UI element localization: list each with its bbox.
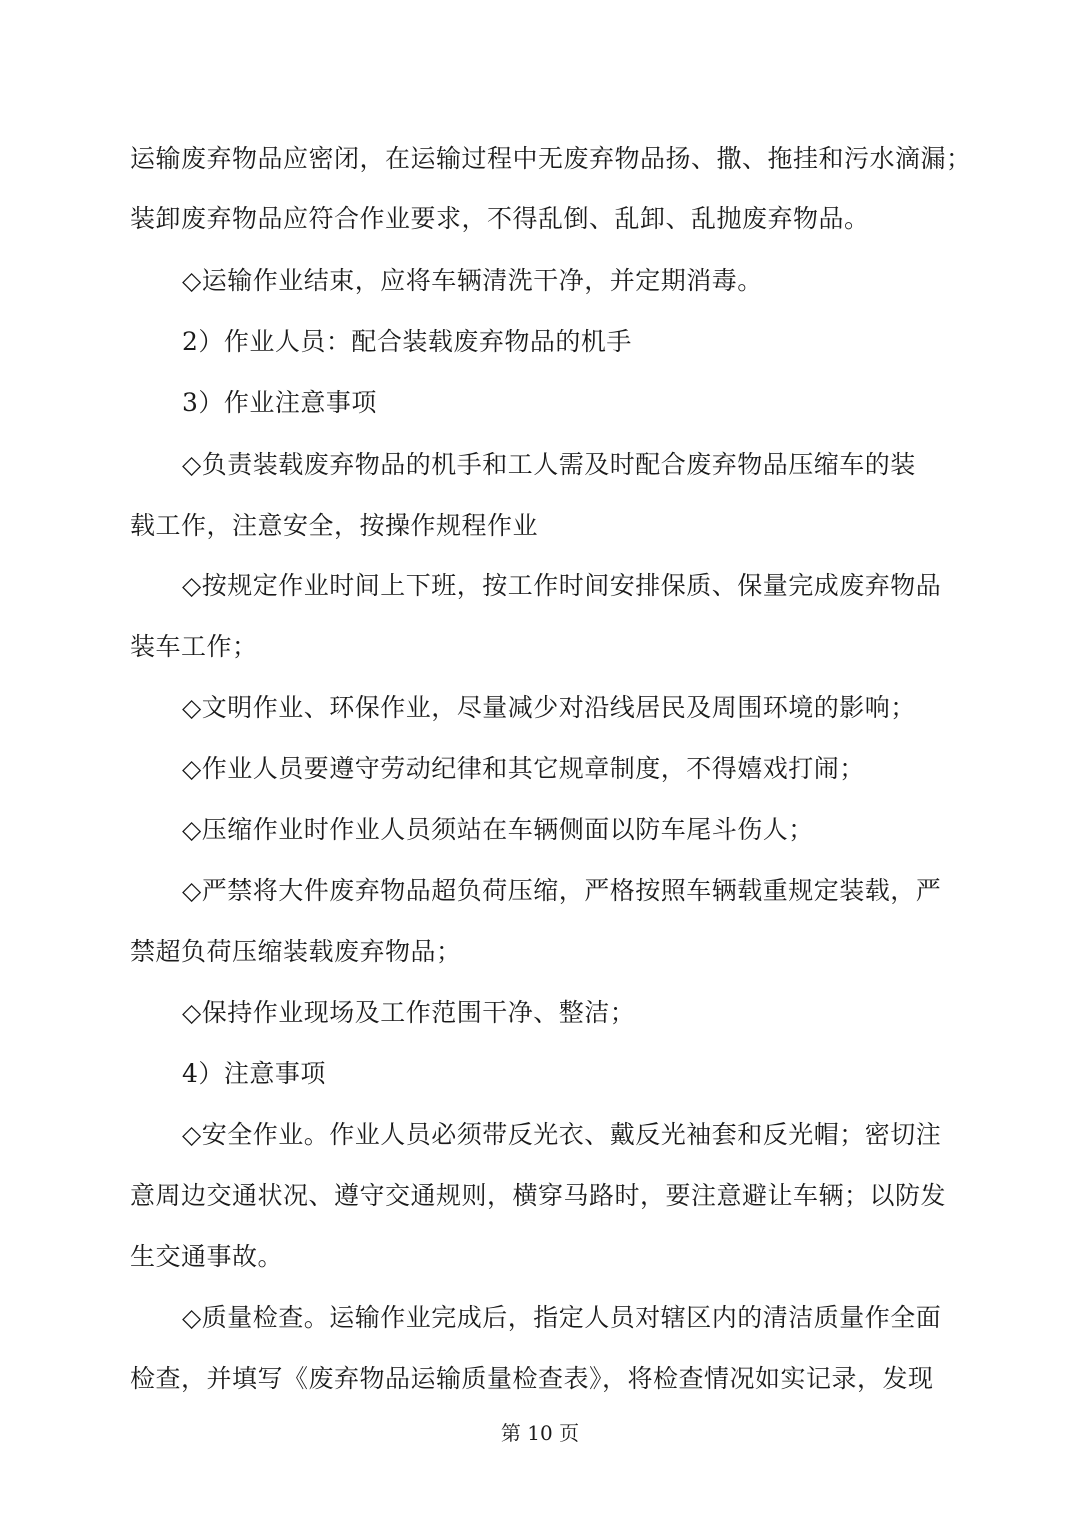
text-line: 禁超负荷压缩装载废弃物品； — [130, 937, 462, 966]
text-line: ◇文明作业、环保作业，尽量减少对沿线居民及周围环境的影响； — [182, 693, 916, 722]
text-line: 检查，并填写《废弃物品运输质量检查表》，将检查情况如实记录，发现 — [130, 1364, 934, 1393]
text-line: 载工作，注意安全，按操作规程作业 — [130, 511, 539, 540]
text-line: 3）作业注意事项 — [182, 388, 377, 417]
text-line: ◇负责装载废弃物品的机手和工人需及时配合废弃物品压缩车的装 — [182, 450, 916, 479]
page-number: 第 10 页 — [500, 1421, 580, 1445]
text-line: ◇安全作业。作业人员必须带反光衣、戴反光袖套和反光帽；密切注 — [182, 1120, 942, 1149]
text-line: 2）作业人员：配合装载废弃物品的机手 — [182, 327, 632, 356]
text-line: 生交通事故。 — [130, 1242, 284, 1271]
text-line: ◇运输作业结束，应将车辆清洗干净，并定期消毒。 — [182, 266, 763, 295]
text-line: 装卸废弃物品应符合作业要求，不得乱倒、乱卸、乱抛废弃物品。 — [130, 204, 870, 233]
text-line: ◇作业人员要遵守劳动纪律和其它规章制度，不得嬉戏打闹； — [182, 754, 865, 783]
text-line: 运输废弃物品应密闭，在运输过程中无废弃物品扬、撒、拖挂和污水滴漏； — [130, 144, 972, 173]
text-line: 4）注意事项 — [182, 1059, 326, 1088]
text-line: 意周边交通状况、遵守交通规则，横穿马路时，要注意避让车辆；以防发 — [130, 1181, 947, 1210]
text-line: ◇按规定作业时间上下班，按工作时间安排保质、保量完成废弃物品 — [182, 571, 942, 600]
text-line: 装车工作； — [130, 632, 258, 661]
text-line: ◇保持作业现场及工作范围干净、整洁； — [182, 998, 636, 1027]
text-line: ◇质量检查。运输作业完成后，指定人员对辖区内的清洁质量作全面 — [182, 1303, 942, 1332]
text-line: ◇压缩作业时作业人员须站在车辆侧面以防车尾斗伤人； — [182, 815, 814, 844]
text-line: ◇严禁将大件废弃物品超负荷压缩，严格按照车辆载重规定装载，严 — [182, 876, 942, 905]
